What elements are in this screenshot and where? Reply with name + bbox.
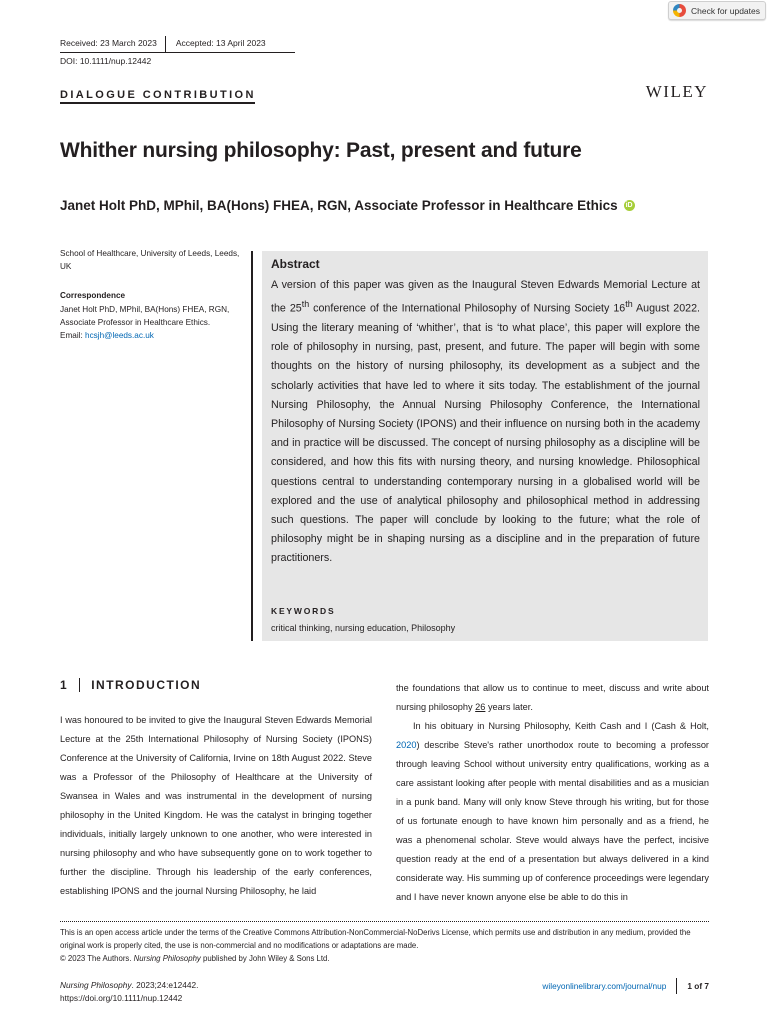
crossmark-icon [673, 4, 686, 17]
citation-link[interactable]: 2020 [396, 740, 417, 750]
footer-right [542, 979, 709, 992]
abstract-heading: Abstract [271, 257, 320, 271]
license-text: This is an open access article under the terms of the Creative Commons Attribution-NonCommercial-NoDerivs License, which permits use and distribution in any medium, provided the original work is properly cited, the use is non-commercial and no modifications or adaptations are made. [60, 928, 691, 950]
license-note [60, 926, 715, 965]
section-heading-divider [79, 678, 80, 692]
paragraph-text: In his obituary in Nursing Philosophy, Keith Cash and I (Cash & Holt, [413, 721, 709, 731]
copyright-text: published by John Wiley & Sons Ltd. [200, 954, 330, 963]
footer-doi-link[interactable]: https://doi.org/10.1111/nup.12442 [60, 993, 183, 1003]
correspondence-label: Correspondence [60, 291, 126, 300]
footer-volume: . 2023;24:e12442. [131, 980, 199, 990]
paragraph-text: years later. [485, 702, 533, 712]
page-number: 1 of 7 [687, 980, 709, 991]
section-title: INTRODUCTION [91, 678, 202, 692]
section-heading [60, 675, 372, 695]
footer-citation [60, 979, 198, 1005]
body-column-left [60, 675, 372, 901]
publisher-logo: WILEY [645, 82, 708, 101]
section-label: DIALOGUE CONTRIBUTION [60, 89, 256, 101]
intro-paragraph-continued [396, 679, 709, 717]
abstract-superscript: th [301, 299, 310, 310]
footnote-rule [60, 921, 709, 922]
article-title: Whither nursing philosophy: Past, present and future [60, 139, 582, 162]
footer-divider [676, 978, 677, 994]
paragraph-text: ) describe Steve's rather unorthodox route to becoming a professor through leaving School without university entry qualifications, working as a care assistant looking after people with mental disabilities and as a musician in a punk band. Many will only know Steve through his writing, but for those of us fortunate enough to have known him personally and as a friend, he was a phenomenal scholar. Steve would always have the perfect, incisive question ready at the end of a presentation but always delivered in a kind considerate way. His summing up of conference proceedings were legendary and I have never known anyone else be able to do this in [396, 740, 709, 902]
check-for-updates-label: Check for updates [691, 5, 760, 16]
body-column-right [396, 679, 709, 907]
section-number: 1 [60, 678, 69, 692]
abstract-side-bar [251, 251, 253, 641]
footer-journal: Nursing Philosophy [60, 980, 132, 990]
doi: DOI: 10.1111/nup.12442 [60, 56, 152, 66]
accepted-date: Accepted: 13 April 2023 [175, 38, 266, 48]
author-line [60, 198, 635, 213]
journal-site-link[interactable]: wileyonlinelibrary.com/journal/nup [542, 980, 667, 991]
author-names: Janet Holt PhD, MPhil, BA(Hons) FHEA, RGN, Associate Professor in Healthcare Ethics [60, 198, 618, 213]
correspondence-text [60, 303, 260, 342]
copyright-text: © 2023 The Authors. [60, 954, 134, 963]
abstract-text-part: conference of the International Philosophy of Nursing Society 16 [309, 302, 626, 315]
years-number: 26 [475, 702, 486, 712]
paragraph-text: the foundations that allow us to continue to meet, discuss and write about nursing philosophy [396, 683, 709, 712]
journal-name: Nursing Philosophy [133, 954, 201, 963]
abstract-text [271, 276, 700, 569]
correspondence-details: Janet Holt PhD, MPhil, BA(Hons) FHEA, RGN, Associate Professor in Healthcare Ethics. [60, 305, 230, 327]
affiliation: School of Healthcare, University of Leeds, Leeds, UK [60, 249, 240, 271]
article-dates [60, 36, 266, 53]
section-rule [60, 102, 255, 104]
abstract-text-part: August 2022. Using the literary meaning of ‘whither’, that is ‘to what place’, this paper will explore the role of philosophy in nursing, past, present, and future. The paper will begin with some thoughts on the history of nursing philosophy, its development as a subject and the scholarly activities that have led to where it sits today. The establishment of the journal Nursing Philosophy, the Annual Nursing Philosophy Conference, the International Philosophy of Nursing Society (IPONS) and their influence on nursing both in the academy and in practice will be discussed. The concept of nursing philosophy as a discipline will be considered, and how this fits with nursing theory, and nursing knowledge. Philosophical questions central to understanding contemporary nursing in a globalised world will be explored and the use of analytical philosophy and philosophical method in addressing such questions. The paper will conclude by looking to the future; what the role of philosophy might be in shaping nursing as a discipline and in the preparation of future practitioners. [271, 302, 701, 565]
header-rule [60, 52, 295, 53]
check-for-updates-button[interactable] [668, 1, 766, 20]
email-link[interactable]: hcsjh@leeds.ac.uk [85, 331, 154, 340]
keywords-heading: KEYWORDS [271, 606, 336, 616]
received-date: Received: 23 March 2023 [60, 38, 157, 48]
intro-paragraph: I was honoured to be invited to give the Inaugural Steven Edwards Memorial Lecture at the 25th International Philosophy of Nursing Society (IPONS) Conference at the University of California, Irvine on 18th August 2022. Steve was a Professor of the Philosophy of Healthcare at the University of Swansea in Wales and was instrumental in the development of nursing philosophy in the United Kingdom. He was the catalyst in bringing together individuals, initially largely unknown to one another, who were interested in nursing philosophy and who have subsequently gone on to work together to further the discipline. Through his leadership of the early conferences, establishing IPONS and the journal Nursing Philosophy, he laid [60, 715, 372, 896]
obituary-paragraph [396, 717, 709, 907]
orcid-icon[interactable]: iD [625, 202, 633, 209]
abstract-superscript: th [625, 299, 633, 310]
abstract-text-part: A version of this paper was given as the Inaugural Steven Edwards Memorial Lecture at the 25 [271, 279, 700, 315]
keywords: critical thinking, nursing education, Philosophy [271, 623, 456, 633]
email-label: Email: [60, 331, 83, 340]
